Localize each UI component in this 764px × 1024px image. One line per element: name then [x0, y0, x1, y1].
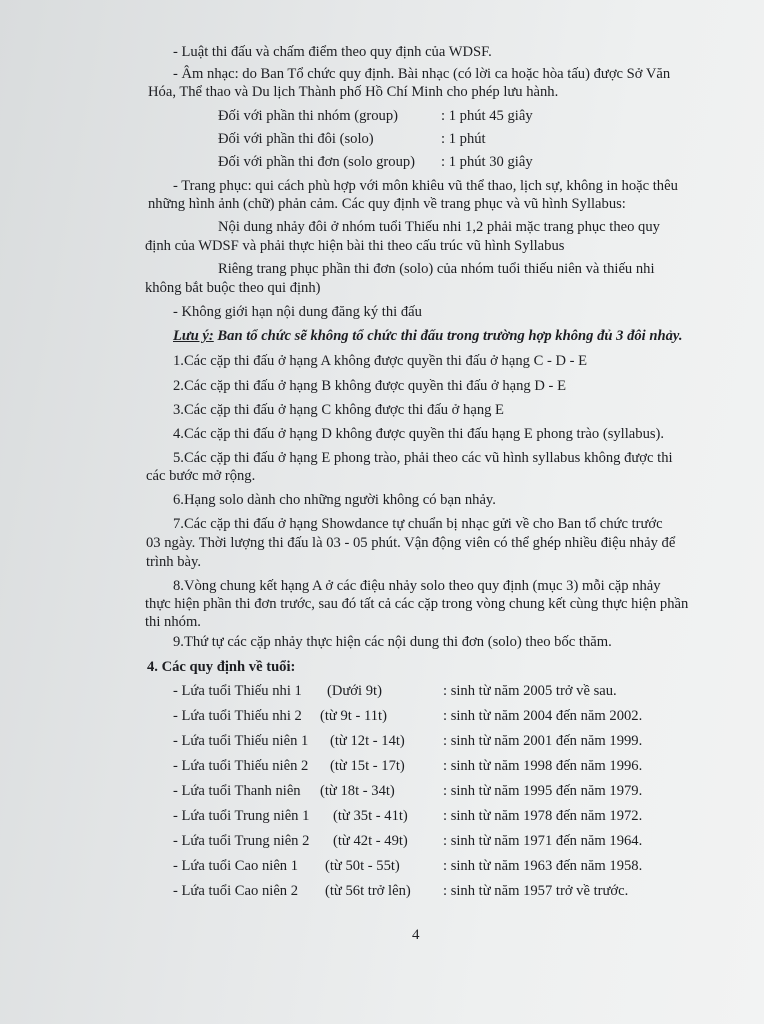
age-group: - Lứa tuổi Trung niên 1 [173, 808, 310, 824]
age-birth: : sinh từ năm 1971 đến năm 1964. [443, 833, 643, 849]
age-birth: : sinh từ năm 2004 đến năm 2002. [443, 708, 643, 724]
numbered-item: 1.Các cặp thi đấu ở hạng A không được quyền thi đấu ở hạng C - D - E [173, 353, 588, 369]
age-birth: : sinh từ năm 1957 trở về trước. [443, 883, 629, 899]
age-range: (từ 15t - 17t) [330, 758, 405, 774]
numbered-item: thi nhóm. [145, 614, 201, 630]
age-range: (từ 12t - 14t) [330, 733, 405, 749]
duration-label: Đối với phần thi đôi (solo) [218, 131, 374, 147]
numbered-item: thực hiện phần thi đơn trước, sau đó tất cả các cặp trong vòng chung kết cùng thực hiện phần [145, 596, 689, 612]
age-group: - Lứa tuổi Thiếu nhi 1 [173, 683, 302, 699]
costume-line: - Không giới hạn nội dung đăng ký thi đấu [173, 304, 422, 320]
duration-label: Đối với phần thi nhóm (group) [218, 108, 398, 124]
age-range: (từ 42t - 49t) [333, 833, 408, 849]
duration-label: Đối với phần thi đơn (solo group) [218, 154, 416, 170]
age-birth: : sinh từ năm 1978 đến năm 1972. [443, 808, 643, 824]
numbered-item: 9.Thứ tự các cặp nhảy thực hiện các nội dung thi đơn (solo) theo bốc thăm. [173, 634, 612, 650]
numbered-item: 5.Các cặp thi đấu ở hạng E phong trào, phải theo các vũ hình syllabus không được thi [173, 450, 673, 466]
age-birth: : sinh từ năm 2005 trở về sau. [443, 683, 617, 699]
duration-value: : 1 phút 45 giây [441, 108, 533, 124]
age-birth: : sinh từ năm 2001 đến năm 1999. [443, 733, 643, 749]
age-group: - Lứa tuổi Cao niên 1 [173, 858, 299, 874]
note-label: Lưu ý: [173, 328, 214, 344]
age-section-heading: 4. Các quy định về tuổi: [147, 659, 296, 675]
age-group: - Lứa tuổi Thiếu niên 2 [173, 758, 309, 774]
age-group: - Lứa tuổi Trung niên 2 [173, 833, 310, 849]
numbered-item: 4.Các cặp thi đấu ở hạng D không được quyền thi đấu hạng E phong trào (syllabus). [173, 426, 665, 442]
numbered-item: 2.Các cặp thi đấu ở hạng B không được quyền thi đấu ở hạng D - E [173, 378, 566, 394]
age-range: (từ 18t - 34t) [320, 783, 395, 799]
costume-line: những hình ảnh (chữ) phản cảm. Các quy định về trang phục và vũ hình Syllabus: [148, 196, 626, 212]
age-range: (từ 50t - 55t) [325, 858, 400, 874]
costume-line: Riêng trang phục phần thi đơn (solo) của nhóm tuổi thiếu niên và thiếu nhi [218, 261, 655, 277]
costume-line: không bắt buộc theo qui định) [145, 280, 321, 296]
rule-music-line-1: - Âm nhạc: do Ban Tổ chức quy định. Bài nhạc (có lời ca hoặc hòa tấu) được Sở Văn [173, 66, 671, 82]
costume-line: Nội dung nhảy đôi ở nhóm tuổi Thiếu nhi 1,2 phải mặc trang phục theo quy [218, 219, 660, 235]
numbered-item: 7.Các cặp thi đấu ở hạng Showdance tự chuẩn bị nhạc gửi về cho Ban tổ chức trước [173, 516, 663, 532]
numbered-item: các bước mở rộng. [146, 468, 256, 484]
rule-wdsf: - Luật thi đấu và chấm điểm theo quy định của WDSF. [173, 44, 492, 60]
age-group: - Lứa tuổi Thiếu nhi 2 [173, 708, 302, 724]
numbered-item: 6.Hạng solo dành cho những người không có bạn nhảy. [173, 492, 496, 508]
age-range: (từ 9t - 11t) [320, 708, 387, 724]
age-birth: : sinh từ năm 1998 đến năm 1996. [443, 758, 643, 774]
duration-value: : 1 phút [441, 131, 486, 147]
numbered-item: 03 ngày. Thời lượng thi đấu là 03 - 05 phút. Vận động viên có thể ghép nhiều điệu nhảy để [146, 535, 676, 551]
numbered-item: 8.Vòng chung kết hạng A ở các điệu nhảy solo theo quy định (mục 3) mỗi cặp nhảy [173, 578, 661, 594]
age-group: - Lứa tuổi Cao niên 2 [173, 883, 299, 899]
age-range: (từ 35t - 41t) [333, 808, 408, 824]
note-text: Ban tổ chức sẽ không tổ chức thi đấu trong trường hợp không đủ 3 đôi nhảy. [213, 328, 683, 344]
page-number: 4 [412, 927, 420, 943]
age-range: (Dưới 9t) [327, 683, 382, 699]
age-group: - Lứa tuổi Thiếu niên 1 [173, 733, 309, 749]
age-group: - Lứa tuổi Thanh niên [173, 783, 301, 799]
age-birth: : sinh từ năm 1995 đến năm 1979. [443, 783, 643, 799]
numbered-item: 3.Các cặp thi đấu ở hạng C không được thi đấu ở hạng E [173, 402, 504, 418]
costume-line: định của WDSF và phải thực hiện bài thi theo cấu trúc vũ hình Syllabus [145, 238, 565, 254]
note-line [173, 328, 683, 345]
costume-line: - Trang phục: qui cách phù hợp với môn khiêu vũ thể thao, lịch sự, không in hoặc thêu [173, 178, 678, 194]
age-range: (từ 56t trở lên) [325, 883, 411, 899]
rule-music-line-2: Hóa, Thể thao và Du lịch Thành phố Hồ Chí Minh cho phép lưu hành. [148, 84, 559, 100]
duration-value: : 1 phút 30 giây [441, 154, 533, 170]
age-birth: : sinh từ năm 1963 đến năm 1958. [443, 858, 643, 874]
numbered-item: trình bày. [146, 554, 201, 570]
